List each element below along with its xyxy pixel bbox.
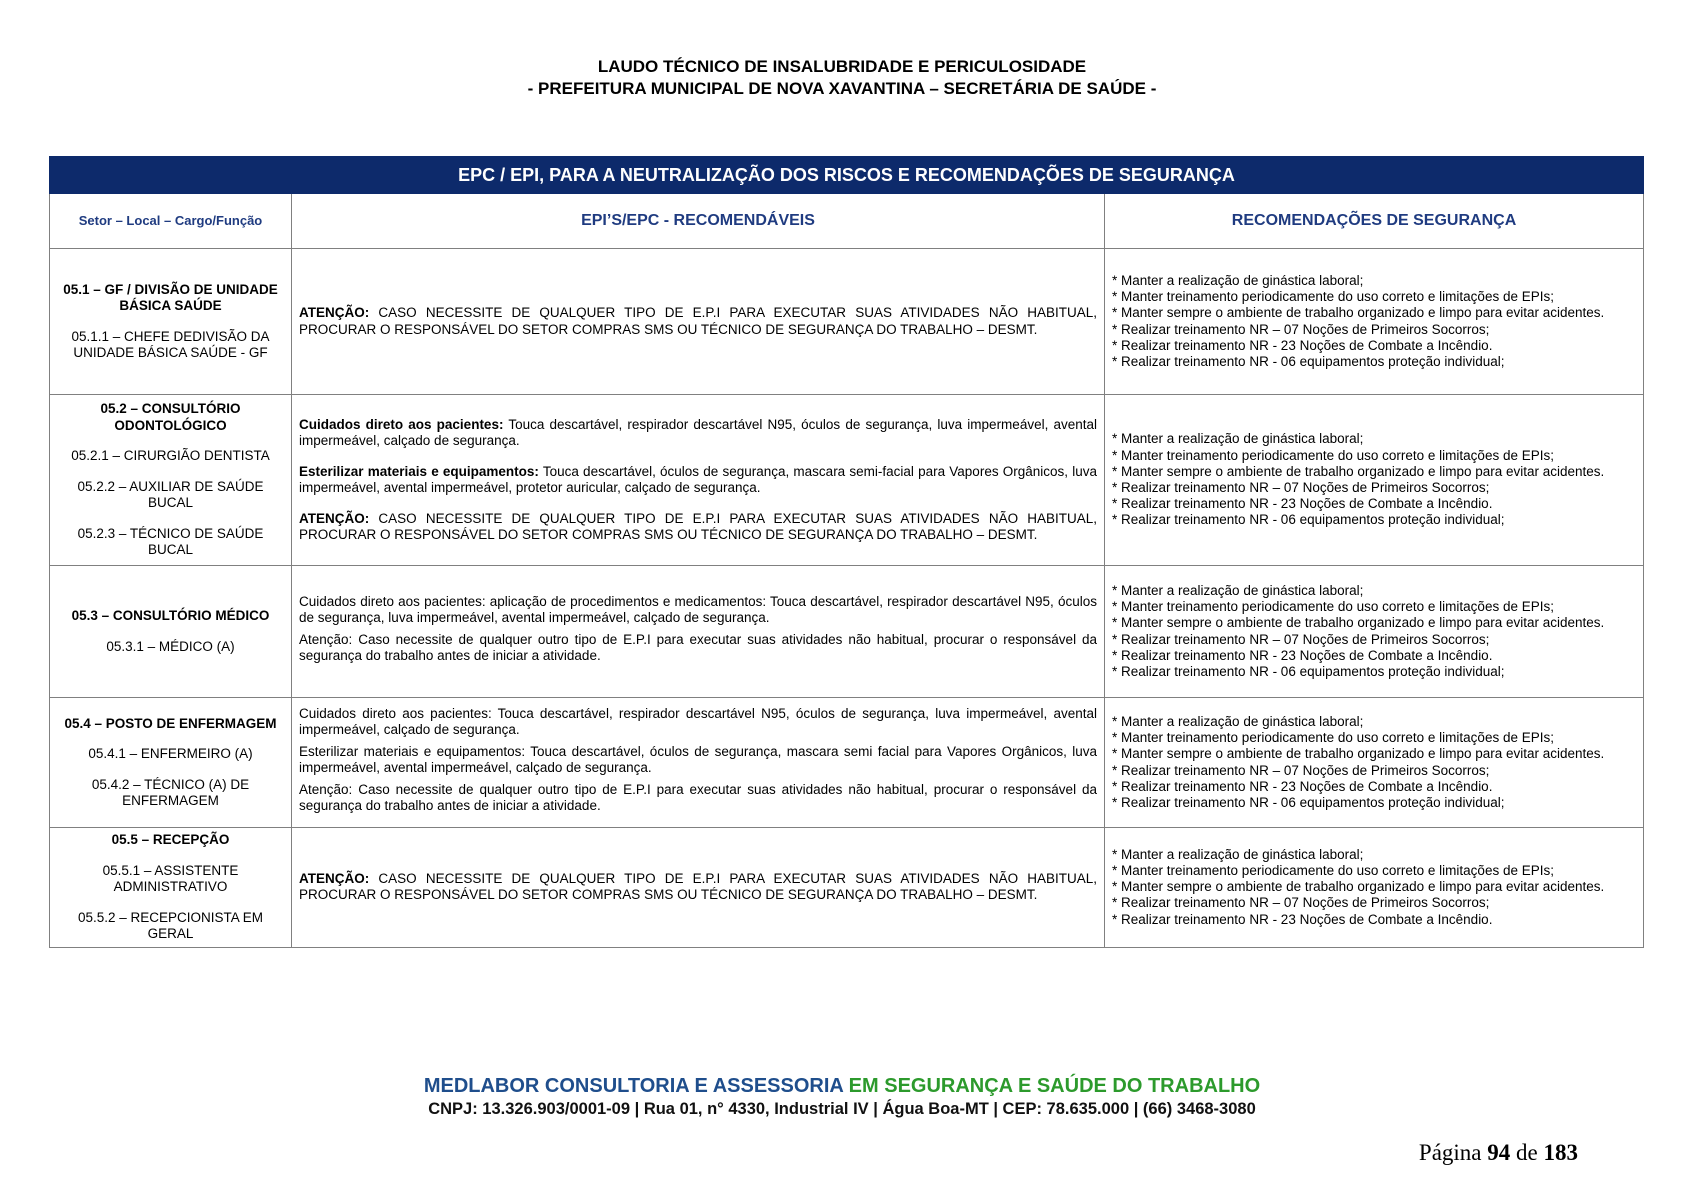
epi-paragraph (299, 417, 1097, 450)
recommendation-item: * Manter sempre o ambiente de trabalho organizado e limpo para evitar acidentes. (1112, 463, 1605, 479)
table-body (50, 249, 1644, 948)
epi-paragraph (299, 871, 1097, 904)
document-title: LAUDO TÉCNICO DE INSALUBRIDADE E PERICULOSIDADE (597, 57, 1087, 76)
footer-company-name: MEDLABOR CONSULTORIA E ASSESSORIA (423, 1075, 844, 1097)
recommendation-item: * Realizar treinamento NR - 23 Noções de Combate a Incêndio. (1112, 911, 1493, 927)
recommendation-item: * Realizar treinamento NR - 23 Noções de Combate a Incêndio. (1112, 496, 1493, 512)
epi-paragraph (299, 782, 1097, 815)
recommendation-item: * Manter a realização de ginástica laboral; (1112, 582, 1364, 598)
recommendation-item: * Manter a realização de ginástica laboral; (1112, 431, 1364, 447)
recommendation-item: * Manter sempre o ambiente de trabalho organizado e limpo para evitar acidentes. (1112, 746, 1605, 762)
epi-paragraph-label: ATENÇÃO: (299, 510, 370, 526)
recommendation-item: * Manter treinamento periodicamente do uso correto e limitações de EPIs; (1112, 289, 1554, 305)
page-total: 183 (1543, 1140, 1578, 1165)
recommendation-item: * Realizar treinamento NR – 07 Noções de Primeiros Socorros; (1112, 321, 1490, 337)
column-header-row (50, 194, 1644, 249)
sector-title: 05.2 – CONSULTÓRIO ODONTOLÓGICO (100, 401, 241, 433)
epi-paragraph (299, 706, 1097, 739)
table-banner-row (50, 157, 1644, 194)
recommendation-item: * Manter sempre o ambiente de trabalho organizado e limpo para evitar acidentes. (1112, 615, 1605, 631)
epi-paragraph-text: Touca descartável, respirador descartável N95, óculos de segurança, luva impermeável, avental impermeável, calçado de segurança. (299, 416, 1098, 448)
epi-cell (292, 566, 1105, 698)
page-label: Página (1418, 1140, 1482, 1165)
recommendation-item: * Manter treinamento periodicamente do uso correto e limitações de EPIs; (1112, 862, 1554, 878)
epi-paragraph-text: CASO NECESSITE DE QUALQUER TIPO DE E.P.I PARA EXECUTAR SUAS ATIVIDADES NÃO HABITUAL, PROCURAR O RESPONSÁVEL DO SETOR COMPRAS SMS OU TÉCNICO DE SEGURANÇA DO TRABALHO – DESMT. (299, 510, 1097, 542)
recommendation-item: * Manter treinamento periodicamente do uso correto e limitações de EPIs; (1112, 730, 1554, 746)
epi-cell (292, 828, 1105, 948)
epi-paragraph-text: CASO NECESSITE DE QUALQUER TIPO DE E.P.I PARA EXECUTAR SUAS ATIVIDADES NÃO HABITUAL, PROCURAR O RESPONSÁVEL DO SETOR COMPRAS SMS OU TÉCNICO DE SEGURANÇA DO TRABALHO – DESMT. (299, 870, 1097, 903)
epi-paragraph-text: Touca descartável, óculos de segurança, mascara semi-facial para Vapores Orgânicos, luva impermeável, avental impermeável, protetor auricular, calçado de segurança. (299, 463, 1097, 495)
recommendations-cell (1105, 698, 1644, 828)
sector-role: 05.5.1 – ASSISTENTE ADMINISTRATIVO (102, 862, 239, 894)
recommendation-item: * Realizar treinamento NR – 07 Noções de Primeiros Socorros; (1112, 762, 1490, 778)
recommendations-cell (1105, 395, 1644, 566)
page-current: 94 (1487, 1140, 1511, 1165)
epi-paragraph (299, 305, 1097, 338)
sector-role: 05.5.2 – RECEPCIONISTA EM GERAL (77, 909, 264, 941)
epi-paragraph-text: Cuidados direto aos pacientes: aplicação de procedimentos e medicamentos: Touca descartável, respirador descartável N95, óculos de segurança, luva impermeável, avental impermeável, calçado de segurança. (299, 593, 1097, 625)
epi-paragraph (299, 594, 1097, 627)
epi-cell (292, 249, 1105, 395)
recommendation-item: * Manter treinamento periodicamente do uso correto e limitações de EPIs; (1112, 447, 1554, 463)
recommendation-item: * Manter treinamento periodicamente do uso correto e limitações de EPIs; (1112, 599, 1554, 615)
recommendation-item: * Realizar treinamento NR - 06 equipamentos proteção individual; (1112, 663, 1505, 679)
epi-paragraph (299, 464, 1097, 497)
table-row (50, 395, 1644, 566)
recommendation-item: * Realizar treinamento NR – 07 Noções de Primeiros Socorros; (1112, 895, 1490, 911)
table-row (50, 566, 1644, 698)
page-of: de (1516, 1140, 1538, 1165)
recommendation-item: * Realizar treinamento NR - 23 Noções de Combate a Incêndio. (1112, 647, 1493, 663)
epi-cell (292, 698, 1105, 828)
recommendations-cell (1105, 249, 1644, 395)
recommendation-item: * Manter sempre o ambiente de trabalho organizado e limpo para evitar acidentes. (1112, 879, 1605, 895)
epi-paragraph-label: ATENÇÃO: (299, 870, 370, 886)
epi-paragraph-text: Esterilizar materiais e equipamentos: Touca descartável, óculos de segurança, mascara semi facial para Vapores Orgânicos, luva impermeável, avental impermeável, calçado de segurança. (299, 743, 1097, 775)
sector-title: 05.5 – RECEPÇÃO (111, 832, 230, 847)
epi-paragraph-label: Cuidados direto aos pacientes: (299, 416, 504, 432)
table-row (50, 828, 1644, 948)
sector-cell (50, 828, 292, 948)
sector-title: 05.4 – POSTO DE ENFERMAGEM (64, 715, 277, 731)
recommendation-item: * Manter a realização de ginástica laboral; (1112, 713, 1364, 729)
footer-company (0, 1075, 1684, 1098)
recommendation-item: * Realizar treinamento NR - 06 equipamentos proteção individual; (1112, 512, 1505, 528)
recommendations-cell (1105, 828, 1644, 948)
epi-paragraph (299, 744, 1097, 777)
epi-paragraph-label: ATENÇÃO: (299, 305, 370, 320)
sector-cell (50, 249, 292, 395)
recommendation-item: * Manter a realização de ginástica laboral; (1112, 272, 1364, 288)
document-subtitle: - PREFEITURA MUNICIPAL DE NOVA XAVANTINA – SECRETÁRIA DE SAÚDE - (527, 79, 1157, 98)
table-banner: EPC / EPI, PARA A NEUTRALIZAÇÃO DOS RISCOS E RECOMENDAÇÕES DE SEGURANÇA (50, 157, 1644, 194)
epi-table-container (49, 156, 1643, 948)
epi-paragraph-text: Atenção: Caso necessite de qualquer outro tipo de E.P.I para executar suas atividades não habitual, procurar o responsável da segurança do trabalho antes de iniciar a atividade. (299, 781, 1097, 813)
sector-role: 05.2.1 – CIRURGIÃO DENTISTA (71, 448, 270, 464)
footer-address: CNPJ: 13.326.903/0001-09 | Rua 01, n° 4330, Industrial IV | Água Boa-MT | CEP: 78.635.000 | (66) 3468-3080 (428, 1100, 1256, 1118)
recommendation-item: * Manter a realização de ginástica laboral; (1112, 846, 1364, 862)
epi-paragraph-text: CASO NECESSITE DE QUALQUER TIPO DE E.P.I PARA EXECUTAR SUAS ATIVIDADES NÃO HABITUAL, PROCURAR O RESPONSÁVEL DO SETOR COMPRAS SMS OU TÉCNICO DE SEGURANÇA DO TRABALHO – DESMT. (299, 305, 1097, 337)
sector-cell (50, 698, 292, 828)
epi-paragraph-text: Atenção: Caso necessite de qualquer outro tipo de E.P.I para executar suas atividades não habitual, procurar o responsável da segurança do trabalho antes de iniciar a atividade. (299, 631, 1097, 663)
recommendation-item: * Realizar treinamento NR - 23 Noções de Combate a Incêndio. (1112, 337, 1493, 353)
recommendations-cell (1105, 566, 1644, 698)
sector-cell (50, 395, 292, 566)
sector-title: 05.1 – GF / DIVISÃO DE UNIDADE BÁSICA SAÚDE (63, 281, 278, 313)
recommendation-item: * Realizar treinamento NR - 06 equipamentos proteção individual; (1112, 794, 1505, 810)
sector-title: 05.3 – CONSULTÓRIO MÉDICO (71, 608, 270, 623)
column-header-recommendations: RECOMENDAÇÕES DE SEGURANÇA (1105, 194, 1644, 249)
sector-role: 05.2.3 – TÉCNICO DE SAÚDE BUCAL (77, 525, 264, 558)
epi-paragraph-text: Cuidados direto aos pacientes: Touca descartável, respirador descartável N95, óculos de segurança, luva impermeável, avental impermeável, calçado de segurança. (299, 705, 1097, 737)
table-row (50, 698, 1644, 828)
sector-role: 05.1.1 – CHEFE DEDIVISÃO DA UNIDADE BÁSICA SAÚDE - GF (71, 328, 270, 360)
sector-cell (50, 566, 292, 698)
sector-role: 05.4.1 – ENFERMEIRO (A) (88, 746, 253, 761)
recommendation-item: * Manter sempre o ambiente de trabalho organizado e limpo para evitar acidentes. (1112, 305, 1605, 321)
sector-role: 05.3.1 – MÉDICO (A) (106, 638, 235, 654)
recommendation-item: * Realizar treinamento NR - 06 equipamentos proteção individual; (1112, 353, 1505, 369)
page-number (1419, 1140, 1578, 1166)
footer-company-tagline: EM SEGURANÇA E SAÚDE DO TRABALHO (848, 1075, 1261, 1097)
column-header-epi: EPI’S/EPC - RECOMENDÁVEIS (292, 194, 1105, 249)
epi-paragraph (299, 632, 1097, 665)
table-row (50, 249, 1644, 395)
epi-table (49, 156, 1644, 948)
epi-paragraph-label: Esterilizar materiais e equipamentos: (299, 463, 539, 479)
document-header (0, 56, 1684, 100)
recommendation-item: * Realizar treinamento NR - 23 Noções de Combate a Incêndio. (1112, 778, 1493, 794)
column-header-sector: Setor – Local – Cargo/Função (50, 194, 292, 249)
epi-cell (292, 395, 1105, 566)
recommendation-item: * Realizar treinamento NR – 07 Noções de Primeiros Socorros; (1112, 480, 1490, 495)
sector-role: 05.2.2 – AUXILIAR DE SAÚDE BUCAL (77, 478, 264, 511)
recommendation-item: * Realizar treinamento NR – 07 Noções de Primeiros Socorros; (1112, 631, 1490, 647)
epi-paragraph (299, 511, 1097, 544)
sector-role: 05.4.2 – TÉCNICO (A) DE ENFERMAGEM (91, 776, 250, 808)
